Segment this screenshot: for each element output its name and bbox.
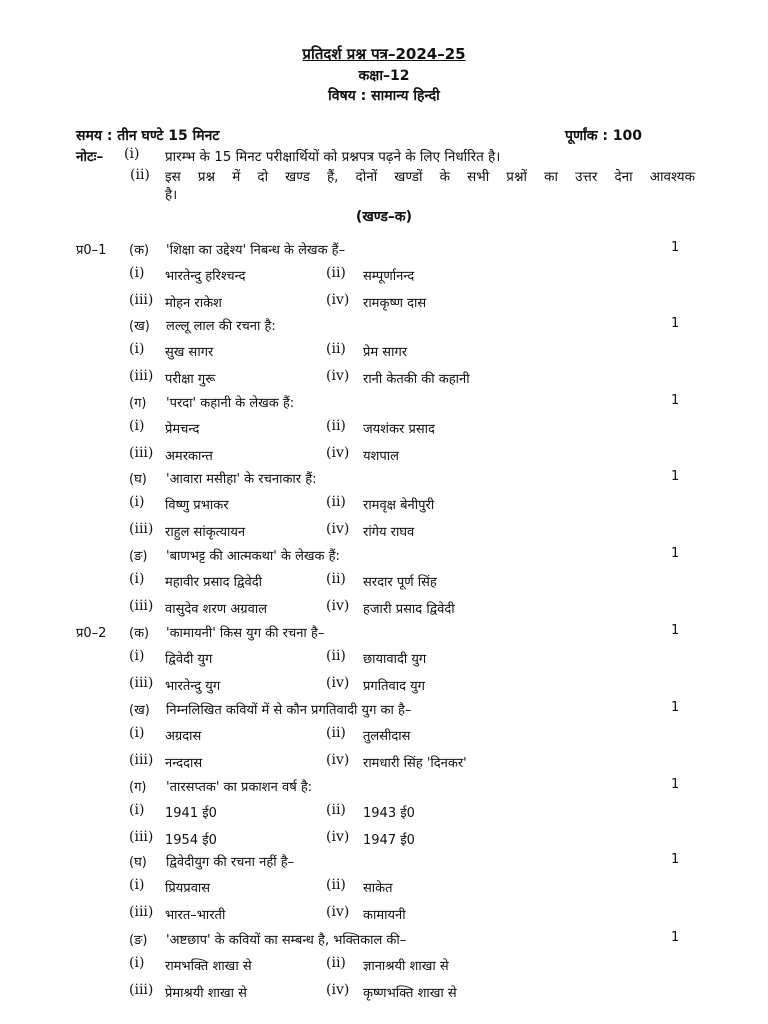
option-text: कृष्णभक्ति शाखा से [363, 986, 457, 1001]
option-text: प्रेम सागर [363, 345, 408, 360]
option-text: भारतेन्दु हरिश्चन्द [165, 269, 246, 284]
question-text: 'कामायनी' किस युग की रचना है– [166, 626, 325, 641]
question-marks: 1 [671, 393, 680, 408]
question-number: प्र0–1 [76, 243, 107, 258]
option-text: राहुल सांकृत्यायन [165, 525, 246, 540]
option-number: (iii) [129, 752, 154, 768]
question-marks: 1 [671, 546, 680, 561]
subject-label: विषय : सामान्य हिन्दी [328, 88, 440, 104]
question-text: 'तारसप्तक' का प्रकाशन वर्ष है: [166, 780, 313, 795]
option-number: (iv) [326, 675, 350, 691]
option-number: (iii) [129, 445, 154, 461]
option-number: (ii) [326, 265, 346, 281]
option-number: (iv) [326, 598, 350, 614]
question-text: 'आवारा मसीहा' के रचनाकार हैं: [166, 472, 317, 487]
option-text: सम्पूर्णानन्द [363, 269, 415, 284]
option-text: 1954 ई0 [165, 833, 217, 848]
time-label: समय : तीन घण्टे 15 मिनट [76, 128, 220, 144]
option-number: (ii) [326, 418, 346, 434]
option-number: (i) [129, 265, 145, 281]
question-number: प्र0–2 [76, 626, 107, 641]
class-label: कक्षा–12 [358, 68, 410, 84]
question-text: 'परदा' कहानी के लेखक हैं: [166, 396, 295, 411]
option-number: (i) [129, 571, 145, 587]
option-text: भारत–भारती [165, 908, 226, 923]
option-text: रामकृष्ण दास [363, 296, 427, 311]
question-text: लल्लू लाल की रचना है: [166, 319, 276, 334]
option-text: यशपाल [363, 449, 399, 464]
option-number: (iii) [129, 829, 154, 845]
option-text: साकेत [363, 881, 393, 896]
question-marks: 1 [671, 852, 680, 867]
option-number: (i) [129, 341, 145, 357]
note-2-number: (ii) [130, 167, 150, 183]
question-part-label: (क) [129, 243, 150, 258]
question-text: द्विवेदीयुग की रचना नहीं है– [166, 855, 295, 870]
option-text: मोहन राकेश [165, 296, 222, 311]
option-number: (iii) [129, 904, 154, 920]
option-text: सुख सागर [165, 345, 214, 360]
option-number: (i) [129, 955, 145, 971]
question-text: 'शिक्षा का उद्देश्य' निबन्ध के लेखक हैं– [166, 243, 346, 258]
option-text: महावीर प्रसाद द्विवेदी [165, 575, 263, 590]
option-text: प्रगतिवाद युग [363, 679, 425, 694]
option-number: (iv) [326, 982, 350, 998]
option-number: (ii) [326, 725, 346, 741]
option-number: (ii) [326, 494, 346, 510]
option-number: (ii) [326, 341, 346, 357]
option-text: नन्ददास [165, 756, 203, 771]
section-title: (खण्ड–क) [355, 209, 413, 225]
option-number: (i) [129, 648, 145, 664]
option-number: (ii) [326, 802, 346, 818]
question-text: 'बाणभट्ट की आत्मकथा' के लेखक हैं: [166, 549, 340, 564]
option-number: (ii) [326, 955, 346, 971]
option-text: रामभक्ति शाखा से [165, 959, 252, 974]
option-number: (iii) [129, 292, 154, 308]
option-number: (iv) [326, 904, 350, 920]
question-part-label: (ग) [129, 396, 147, 411]
question-marks: 1 [671, 700, 680, 715]
option-text: रामवृक्ष बेनीपुरी [363, 498, 435, 513]
question-marks: 1 [671, 240, 680, 255]
paper-title: प्रतिदर्श प्रश्न पत्र–2024–25 [302, 45, 466, 63]
option-text: कामायनी [363, 908, 406, 923]
question-marks: 1 [671, 777, 680, 792]
option-number: (ii) [326, 648, 346, 664]
question-part-label: (ख) [129, 319, 150, 334]
question-marks: 1 [671, 930, 680, 945]
option-number: (i) [129, 494, 145, 510]
option-text: 1943 ई0 [363, 806, 415, 821]
option-text: सरदार पूर्ण सिंह [363, 575, 437, 590]
option-text: हजारी प्रसाद द्विवेदी [363, 602, 455, 617]
option-text: प्रियप्रवास [165, 881, 211, 896]
option-number: (iii) [129, 675, 154, 691]
option-text: जयशंकर प्रसाद [363, 422, 435, 437]
option-number: (i) [129, 418, 145, 434]
total-marks-label: पूर्णांक : 100 [565, 128, 643, 144]
option-text: ज्ञानाश्रयी शाखा से [363, 959, 449, 974]
note-2-text: इस प्रश्न में दो खण्ड हैं, दोनों खण्डों के सभी प्रश्नों का उत्तर देना आवश्यक [165, 169, 695, 185]
option-number: (iii) [129, 982, 154, 998]
option-number: (iii) [129, 521, 154, 537]
question-part-label: (क) [129, 626, 150, 641]
option-text: तुलसीदास [363, 729, 411, 744]
option-number: (iv) [326, 521, 350, 537]
option-number: (ii) [326, 877, 346, 893]
option-text: भारतेन्दु युग [165, 679, 221, 694]
option-text: रामधारी सिंह 'दिनकर' [363, 756, 467, 771]
question-part-label: (घ) [129, 855, 147, 870]
option-text: अमरकान्त [165, 449, 213, 464]
question-text: 'अष्टछाप' के कवियों का सम्बन्ध है, भक्तिकाल की– [166, 933, 407, 948]
option-text: वासुदेव शरण अग्रवाल [165, 602, 268, 617]
option-number: (iv) [326, 368, 350, 384]
option-number: (iv) [326, 292, 350, 308]
note-1-text: प्रारम्भ के 15 मिनट परीक्षार्थियों को प्रश्नपत्र पढ़ने के लिए निर्धारित है। [165, 149, 501, 165]
note-1-number: (i) [124, 146, 140, 162]
option-text: विष्णु प्रभाकर [165, 498, 229, 513]
option-number: (iv) [326, 445, 350, 461]
question-marks: 1 [671, 316, 680, 331]
option-text: रांगेय राघव [363, 525, 415, 540]
question-part-label: (ग) [129, 780, 147, 795]
question-part-label: (ख) [129, 703, 150, 718]
option-text: प्रेमाश्रयी शाखा से [165, 986, 247, 1001]
note-label: नोटः– [76, 149, 104, 165]
option-number: (ii) [326, 571, 346, 587]
option-number: (iii) [129, 598, 154, 614]
question-text: निम्नलिखित कवियों में से कौन प्रगतिवादी युग का है– [166, 703, 412, 718]
option-number: (iv) [326, 829, 350, 845]
option-text: परीक्षा गुरू [165, 372, 216, 387]
question-marks: 1 [671, 623, 680, 638]
option-text: 1941 ई0 [165, 806, 217, 821]
option-text: छायावादी युग [363, 652, 427, 667]
option-number: (i) [129, 725, 145, 741]
option-text: अग्रदास [165, 729, 202, 744]
question-part-label: (घ) [129, 472, 147, 487]
option-text: द्विवेदी युग [165, 652, 213, 667]
option-text: प्रेमचन्द [165, 422, 200, 437]
note-2-text-cont: है। [165, 187, 178, 203]
option-number: (iv) [326, 752, 350, 768]
option-text: 1947 ई0 [363, 833, 415, 848]
option-text: रानी केतकी की कहानी [363, 372, 470, 387]
option-number: (i) [129, 877, 145, 893]
question-part-label: (ङ) [129, 549, 148, 564]
question-part-label: (ङ) [129, 933, 148, 948]
question-marks: 1 [671, 469, 680, 484]
option-number: (iii) [129, 368, 154, 384]
option-number: (i) [129, 802, 145, 818]
